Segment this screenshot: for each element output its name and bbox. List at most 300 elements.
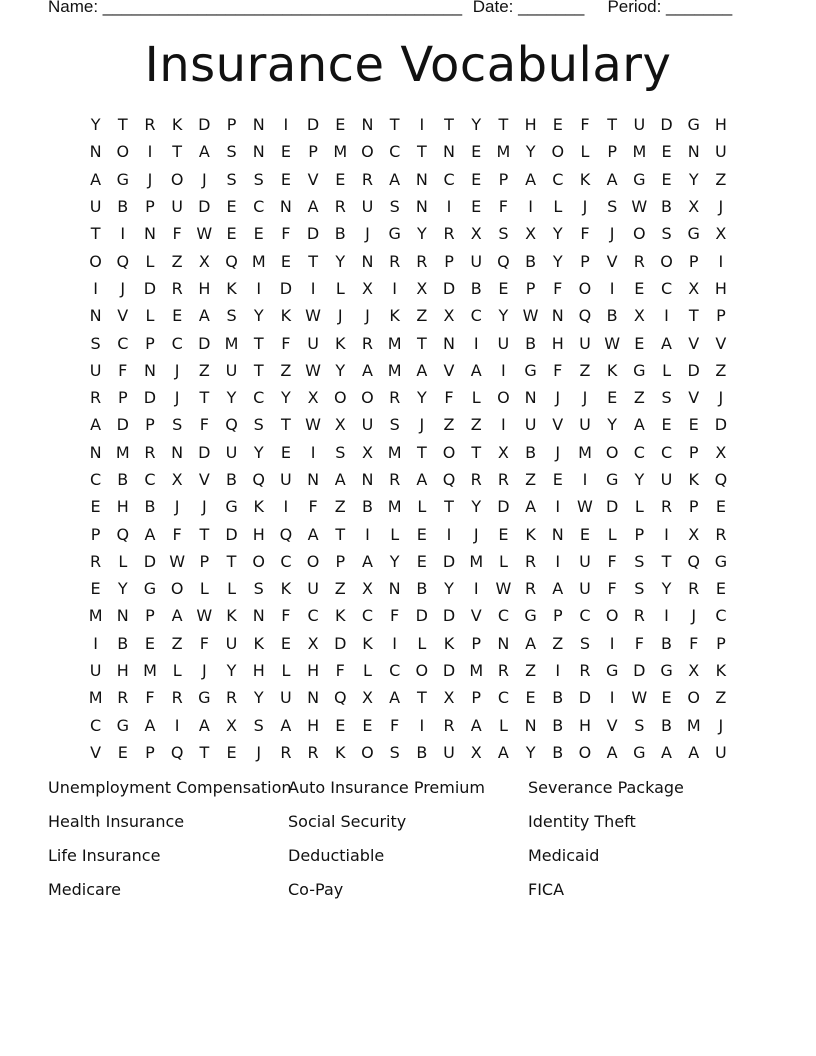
grid-letter: X: [361, 278, 373, 298]
grid-letter: A: [525, 169, 537, 189]
grid-row: [82, 712, 735, 739]
grid-letter: G: [116, 715, 129, 735]
grid-letter: P: [90, 524, 101, 544]
grid-letter: F: [498, 197, 508, 217]
grid-letter: I: [419, 115, 425, 135]
grid-letter: S: [253, 579, 264, 599]
grid-letter: H: [551, 333, 564, 353]
grid-letter: R: [660, 497, 673, 517]
grid-letter: R: [361, 333, 374, 353]
grid-letter: C: [171, 333, 183, 353]
grid-letter: O: [116, 142, 130, 162]
grid-letter: U: [470, 251, 483, 271]
grid-letter: W: [305, 306, 321, 326]
grid-letter: M: [578, 442, 592, 462]
grid-letter: I: [582, 470, 588, 489]
grid-letter: L: [390, 524, 400, 544]
grid-letter: V: [715, 333, 727, 353]
grid-letter: G: [143, 579, 157, 599]
grid-letter: O: [361, 742, 374, 762]
grid-letter: X: [688, 197, 700, 217]
grid-letter: P: [471, 633, 482, 653]
grid-row: [82, 684, 735, 711]
grid-letter: Z: [525, 661, 537, 681]
grid-letter: I: [555, 551, 561, 571]
grid-row: [82, 439, 735, 466]
grid-letter: S: [226, 142, 237, 162]
grid-letter: L: [199, 579, 209, 599]
grid-letter: E: [335, 169, 346, 189]
grid-letter: F: [118, 360, 128, 380]
grid-letter: F: [634, 633, 644, 653]
grid-row: [82, 275, 735, 302]
grid-letter: I: [501, 360, 506, 380]
grid-letter: O: [578, 742, 592, 762]
grid-letter: O: [605, 606, 619, 626]
grid-letter: R: [144, 115, 156, 135]
grid-letter: G: [225, 497, 238, 517]
grid-letter: Y: [253, 688, 264, 708]
grid-letter: D: [198, 333, 211, 353]
grid-letter: F: [390, 715, 400, 735]
grid-letter: W: [196, 224, 213, 244]
grid-letter: T: [416, 142, 427, 162]
grid-letter: D: [198, 197, 211, 217]
grid-letter: L: [417, 497, 427, 517]
grid-letter: D: [578, 688, 592, 708]
grid-letter: D: [116, 415, 129, 435]
word-bank-item: Auto Insurance Premium: [288, 778, 486, 797]
grid-letter: J: [691, 606, 697, 626]
grid-letter: Z: [198, 360, 210, 380]
grid-letter: F: [580, 224, 590, 244]
grid-letter: L: [417, 633, 427, 653]
grid-letter: I: [473, 333, 479, 353]
grid-letter: N: [252, 115, 265, 135]
grid-letter: N: [443, 333, 456, 353]
grid-letter: W: [631, 688, 648, 708]
grid-letter: Q: [116, 251, 130, 271]
grid-letter: I: [609, 688, 615, 708]
grid-letter: I: [555, 497, 561, 517]
grid-letter: O: [170, 579, 184, 599]
grid-letter: H: [524, 115, 537, 135]
grid-letter: U: [579, 579, 591, 599]
grid-letter: U: [715, 142, 727, 162]
grid-letter: W: [577, 497, 593, 517]
grid-row: [82, 138, 735, 165]
grid-letter: L: [471, 388, 481, 408]
grid-letter: N: [687, 142, 700, 162]
grid-letter: P: [471, 688, 482, 708]
grid-letter: Y: [281, 388, 291, 408]
grid-letter: C: [497, 688, 509, 708]
grid-letter: A: [198, 142, 210, 162]
grid-letter: N: [89, 442, 102, 462]
grid-letter: R: [361, 169, 374, 189]
grid-letter: M: [496, 142, 511, 162]
grid-letter: T: [389, 115, 400, 135]
grid-letter: M: [333, 142, 348, 162]
grid-letter: J: [582, 388, 588, 408]
grid-letter: U: [579, 415, 591, 435]
grid-letter: U: [361, 197, 374, 217]
grid-letter: I: [473, 579, 479, 599]
grid-letter: V: [688, 333, 700, 353]
grid-letter: K: [715, 661, 727, 681]
grid-letter: P: [607, 142, 617, 162]
grid-letter: T: [335, 524, 346, 544]
grid-letter: N: [361, 115, 374, 135]
grid-letter: N: [143, 360, 156, 380]
grid-letter: Q: [578, 306, 592, 326]
grid-letter: C: [90, 715, 102, 735]
grid-letter: S: [226, 306, 237, 326]
grid-letter: A: [144, 524, 156, 544]
grid-letter: E: [172, 306, 183, 326]
grid-letter: C: [633, 442, 645, 462]
grid-letter: R: [389, 388, 401, 408]
grid-letter: A: [661, 742, 672, 762]
grid-letter: I: [664, 524, 669, 544]
grid-letter: A: [144, 715, 156, 735]
grid-letter: K: [443, 633, 455, 653]
grid-letter: P: [335, 551, 346, 571]
grid-letter: M: [88, 688, 103, 708]
grid-letter: P: [580, 251, 590, 271]
grid-letter: S: [498, 224, 509, 244]
grid-letter: E: [90, 497, 101, 517]
grid-letter: T: [199, 742, 210, 762]
grid-letter: L: [172, 661, 182, 681]
grid-letter: X: [470, 742, 482, 762]
grid-letter: T: [688, 306, 699, 326]
grid-letter: L: [227, 579, 236, 599]
grid-letter: S: [634, 579, 645, 599]
grid-letter: K: [579, 169, 591, 189]
grid-letter: E: [552, 115, 563, 135]
grid-letter: W: [495, 579, 512, 599]
grid-letter: P: [145, 606, 155, 626]
grid-letter: Y: [117, 579, 128, 599]
grid-letter: N: [497, 633, 510, 653]
grid-letter: N: [171, 442, 184, 462]
grid-letter: Y: [335, 251, 346, 271]
grid-letter: I: [174, 715, 180, 735]
grid-letter: C: [253, 388, 265, 408]
grid-letter: V: [688, 388, 700, 408]
grid-letter: R: [525, 551, 537, 571]
grid-letter: I: [501, 415, 506, 435]
grid-letter: G: [605, 470, 619, 489]
grid-letter: E: [525, 688, 536, 708]
grid-letter: T: [281, 415, 291, 435]
grid-letter: E: [471, 197, 482, 217]
grid-row: [82, 466, 735, 493]
grid-letter: E: [280, 633, 291, 653]
grid-letter: U: [225, 633, 238, 653]
grid-letter: O: [306, 551, 320, 571]
grid-letter: W: [604, 333, 621, 353]
grid-letter: D: [143, 551, 157, 571]
grid-letter: B: [525, 333, 537, 353]
grid-letter: A: [307, 524, 319, 544]
grid-letter: B: [661, 715, 673, 735]
date-field: Date: _______: [472, 0, 585, 16]
grid-letter: U: [280, 688, 292, 708]
grid-letter: R: [389, 251, 401, 271]
grid-letter: P: [117, 388, 128, 408]
grid-letter: A: [552, 579, 564, 599]
grid-letter: J: [555, 388, 561, 408]
grid-letter: A: [389, 688, 401, 708]
grid-letter: Z: [171, 633, 183, 653]
grid-letter: M: [469, 551, 484, 571]
grid-letter: U: [579, 551, 591, 571]
grid-letter: Y: [416, 224, 427, 244]
grid-letter: X: [715, 224, 727, 244]
grid-letter: N: [443, 142, 456, 162]
grid-letter: A: [307, 197, 319, 217]
grid-letter: B: [661, 633, 673, 653]
grid-letter: R: [443, 224, 455, 244]
grid-letter: X: [443, 688, 455, 708]
grid-letter: Z: [171, 251, 183, 271]
grid-letter: D: [687, 360, 700, 380]
grid-letter: U: [171, 197, 184, 217]
grid-letter: T: [199, 524, 210, 544]
grid-letter: N: [89, 306, 102, 326]
grid-letter: E: [335, 115, 346, 135]
grid-letter: J: [337, 306, 343, 326]
grid-letter: K: [362, 633, 373, 653]
grid-row: [82, 657, 735, 684]
grid-letter: O: [361, 388, 374, 408]
grid-letter: F: [281, 333, 291, 353]
grid-row: [82, 384, 735, 411]
grid-row: [82, 548, 735, 575]
grid-letter: N: [388, 579, 401, 599]
grid-letter: I: [555, 661, 561, 681]
grid-letter: E: [661, 415, 672, 435]
grid-letter: I: [93, 633, 98, 653]
grid-letter: K: [335, 742, 346, 762]
grid-letter: D: [633, 661, 646, 681]
grid-letter: F: [199, 633, 209, 653]
grid-letter: R: [497, 661, 509, 681]
grid-letter: I: [664, 306, 669, 326]
grid-letter: X: [470, 224, 482, 244]
grid-letter: M: [88, 606, 103, 626]
grid-row: [82, 111, 735, 138]
grid-letter: Q: [252, 470, 266, 489]
grid-letter: A: [334, 470, 346, 489]
grid-letter: T: [661, 551, 672, 571]
grid-letter: B: [416, 579, 428, 599]
grid-letter: Y: [471, 497, 482, 517]
grid-letter: U: [715, 742, 727, 762]
grid-letter: U: [89, 197, 102, 217]
grid-letter: J: [365, 306, 370, 326]
grid-letter: C: [579, 606, 591, 626]
grid-letter: E: [416, 524, 427, 544]
grid-letter: F: [172, 524, 182, 544]
grid-letter: F: [172, 224, 182, 244]
grid-letter: F: [607, 551, 617, 571]
grid-letter: N: [551, 524, 564, 544]
grid-letter: X: [525, 224, 537, 244]
grid-letter: T: [416, 688, 427, 708]
grid-letter: E: [661, 688, 672, 708]
grid-letter: P: [498, 169, 509, 189]
grid-letter: V: [552, 415, 564, 435]
grid-letter: T: [607, 115, 618, 135]
grid-letter: Z: [552, 633, 564, 653]
grid-row: [82, 329, 735, 356]
grid-letter: I: [310, 442, 316, 462]
grid-letter: V: [307, 169, 319, 189]
grid-letter: G: [687, 115, 700, 135]
grid-letter: B: [606, 306, 618, 326]
grid-letter: E: [634, 333, 645, 353]
grid-letter: P: [145, 415, 155, 435]
grid-letter: C: [470, 306, 482, 326]
grid-row: [82, 220, 735, 247]
grid-letter: Y: [634, 470, 645, 489]
grid-letter: J: [718, 197, 724, 217]
grid-letter: B: [117, 197, 129, 217]
grid-letter: E: [253, 224, 264, 244]
grid-letter: I: [283, 497, 289, 517]
word-bank-item: Identity Theft: [528, 812, 636, 831]
grid-letter: E: [552, 470, 563, 489]
grid-letter: W: [631, 197, 648, 217]
grid-letter: L: [498, 715, 508, 735]
grid-letter: T: [117, 115, 128, 135]
grid-letter: G: [714, 551, 728, 571]
grid-letter: X: [361, 579, 373, 599]
grid-letter: Y: [525, 142, 536, 162]
grid-letter: R: [171, 278, 183, 298]
grid-row: [82, 411, 735, 438]
grid-letter: E: [715, 579, 726, 599]
grid-letter: S: [634, 551, 645, 571]
grid-letter: C: [715, 606, 727, 626]
grid-letter: K: [226, 278, 237, 298]
grid-letter: K: [253, 633, 264, 653]
grid-letter: Q: [442, 470, 456, 489]
grid-letter: U: [633, 115, 646, 135]
grid-letter: E: [280, 251, 291, 271]
grid-letter: S: [389, 742, 400, 762]
grid-letter: P: [525, 278, 536, 298]
grid-letter: F: [607, 579, 617, 599]
grid-row: [82, 520, 735, 547]
grid-letter: O: [170, 169, 184, 189]
grid-letter: Y: [253, 306, 264, 326]
grid-row: [82, 739, 735, 766]
grid-letter: A: [90, 169, 102, 189]
grid-letter: S: [253, 415, 264, 435]
grid-letter: M: [387, 333, 402, 353]
grid-letter: I: [310, 278, 316, 298]
grid-letter: H: [198, 278, 211, 298]
grid-letter: P: [716, 306, 726, 326]
grid-letter: I: [718, 251, 724, 271]
grid-letter: R: [497, 470, 509, 489]
grid-letter: L: [634, 497, 644, 517]
grid-letter: S: [661, 224, 672, 244]
grid-letter: X: [307, 633, 319, 653]
grid-letter: C: [117, 333, 129, 353]
grid-letter: U: [307, 579, 319, 599]
grid-letter: X: [688, 524, 700, 544]
grid-letter: A: [171, 606, 183, 626]
grid-letter: O: [605, 442, 619, 462]
grid-letter: B: [144, 497, 156, 517]
grid-letter: J: [174, 388, 180, 408]
grid-letter: G: [605, 661, 619, 681]
grid-letter: I: [120, 224, 126, 244]
grid-letter: G: [116, 169, 129, 189]
grid-letter: D: [497, 497, 510, 517]
grid-letter: S: [389, 415, 400, 435]
grid-letter: K: [389, 306, 400, 326]
grid-letter: L: [281, 661, 291, 681]
grid-letter: N: [361, 470, 374, 489]
grid-letter: E: [471, 142, 482, 162]
grid-letter: P: [145, 742, 155, 762]
grid-letter: B: [361, 497, 373, 517]
grid-letter: L: [553, 197, 563, 217]
grid-letter: U: [225, 360, 238, 380]
grid-letter: K: [280, 579, 292, 599]
grid-letter: X: [198, 251, 210, 271]
word-bank-item: Severance Package: [528, 778, 684, 797]
grid-letter: C: [144, 470, 156, 489]
grid-letter: I: [528, 197, 533, 217]
grid-letter: I: [283, 115, 289, 135]
grid-letter: G: [633, 169, 646, 189]
grid-letter: S: [253, 715, 264, 735]
grid-letter: B: [416, 742, 428, 762]
grid-letter: A: [497, 742, 509, 762]
grid-letter: O: [687, 688, 701, 708]
grid-letter: C: [389, 661, 401, 681]
word-bank-item: FICA: [528, 880, 565, 899]
grid-letter: J: [201, 169, 207, 189]
grid-letter: J: [473, 524, 479, 544]
grid-letter: R: [416, 251, 428, 271]
grid-letter: R: [715, 524, 727, 544]
period-field: Period: _______: [607, 0, 733, 16]
grid-letter: M: [387, 442, 402, 462]
grid-letter: I: [256, 278, 262, 298]
grid-letter: K: [226, 606, 237, 626]
grid-letter: E: [226, 742, 237, 762]
grid-letter: E: [471, 169, 482, 189]
grid-letter: K: [606, 360, 618, 380]
grid-letter: D: [198, 115, 211, 135]
grid-letter: E: [688, 415, 699, 435]
grid-letter: V: [470, 606, 482, 626]
grid-letter: D: [198, 442, 211, 462]
name-field: Name: ______________________________________: [48, 0, 463, 16]
grid-letter: N: [415, 197, 428, 217]
grid-letter: B: [552, 715, 564, 735]
grid-letter: I: [446, 524, 452, 544]
grid-row: [82, 575, 735, 602]
